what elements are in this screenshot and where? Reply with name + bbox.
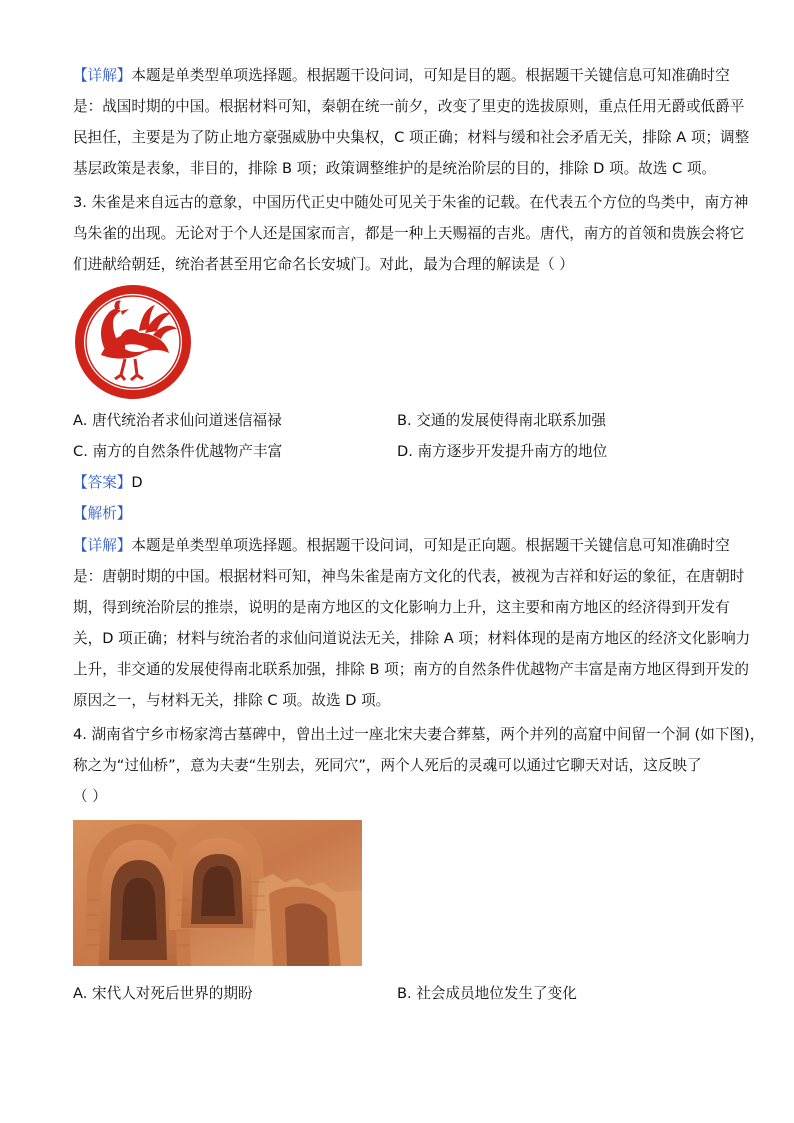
detail1-line-1: 【详解】本题是单类型单项选择题。根据题干设问词，可知是目的题。根据题干关键信息可知准确时空 <box>73 67 730 84</box>
detail1-line-3: 民担任，主要是为了防止地方豪强威胁中央集权，C 项正确；材料与缓和社会矛盾无关，排除 A 项；调整 <box>73 129 750 146</box>
zhuque-seal-image <box>73 283 193 401</box>
q3-stem-line-2: 鸟朱雀的出现。无论对于个人还是国家而言，都是一种上天赐福的吉兆。唐代，南方的首领和贵族会将它 <box>73 225 745 242</box>
detail1-tag: 【详解】 <box>73 67 132 84</box>
detail2-line-4: 关，D 项正确；材料与统治者的求仙问道说法无关，排除 A 项；材料体现的是南方地区的经济文化影响力 <box>73 630 751 647</box>
answer-value: D <box>131 474 143 491</box>
q4-option-b: B. 社会成员地位发生了变化 <box>397 985 577 1002</box>
q4-stem-line-3: （ ） <box>73 788 107 805</box>
q4-option-a: A. 宋代人对死后世界的期盼 <box>73 985 253 1002</box>
detail2-line-3: 期，得到统治阶层的推崇，说明的是南方地区的文化影响力上升，这主要和南方地区的经济得到开发有 <box>73 599 730 616</box>
q3-answer-line <box>73 473 733 493</box>
song-tomb-photo <box>73 820 362 966</box>
analysis-tag: 【解析】 <box>73 505 132 522</box>
detail1-line-4: 基层政策是表象，非目的，排除 B 项；政策调整维护的是统治阶层的目的，排除 D 项。故选 C 项。 <box>73 160 717 177</box>
detail1-line-2: 是：战国时期的中国。根据材料可知，秦朝在统一前夕，改变了里吏的选拔原则，重点任用无爵或低爵平 <box>73 98 745 115</box>
q3-option-d: D. 南方逐步开发提升南方的地位 <box>397 443 608 460</box>
q4-stem-line-2: 称之为“过仙桥”，意为夫妻“生别去，死同穴”，两个人死后的灵魂可以通过它聊天对话，这反映了 <box>73 757 702 774</box>
detail2-tag: 【详解】 <box>73 537 132 554</box>
q3-option-c: C. 南方的自然条件优越物产丰富 <box>73 443 283 460</box>
detail2-line-1: 【详解】本题是单类型单项选择题。根据题干设问词，可知是正向题。根据题干关键信息可知准确时空 <box>73 537 730 554</box>
detail2-line-2: 是：唐朝时期的中国。根据材料可知，神鸟朱雀是南方文化的代表，被视为吉祥和好运的象征，在唐朝时 <box>73 568 745 585</box>
q3-option-b: B. 交通的发展使得南北联系加强 <box>397 412 607 429</box>
q4-stem-line-1: 4. 湖南省宁乡市杨家湾古墓碑中，曾出土过一座北宋夫妻合葬墓，两个并列的高窟中间留一个洞 (如下图)， <box>73 726 765 743</box>
q3-option-a: A. 唐代统治者求仙问道迷信福禄 <box>73 412 282 429</box>
detail2-line-5: 上升，非交通的发展使得南北联系加强，排除 B 项；南方的自然条件优越物产丰富是南方地区得到开发的 <box>73 661 750 678</box>
q3-stem-line-3: 们进献给朝廷，统治者甚至用它命名长安城门。对此，最为合理的解读是（ ） <box>73 256 574 273</box>
answer-tag: 【答案】 <box>73 474 132 491</box>
q3-stem-line-1: 3. 朱雀是来自远古的意象，中国历代正史中随处可见关于朱雀的记载。在代表五个方位的鸟类中，南方神 <box>73 194 749 211</box>
detail2-line-6: 原因之一，与材料无关，排除 C 项。故选 D 项。 <box>73 692 391 709</box>
